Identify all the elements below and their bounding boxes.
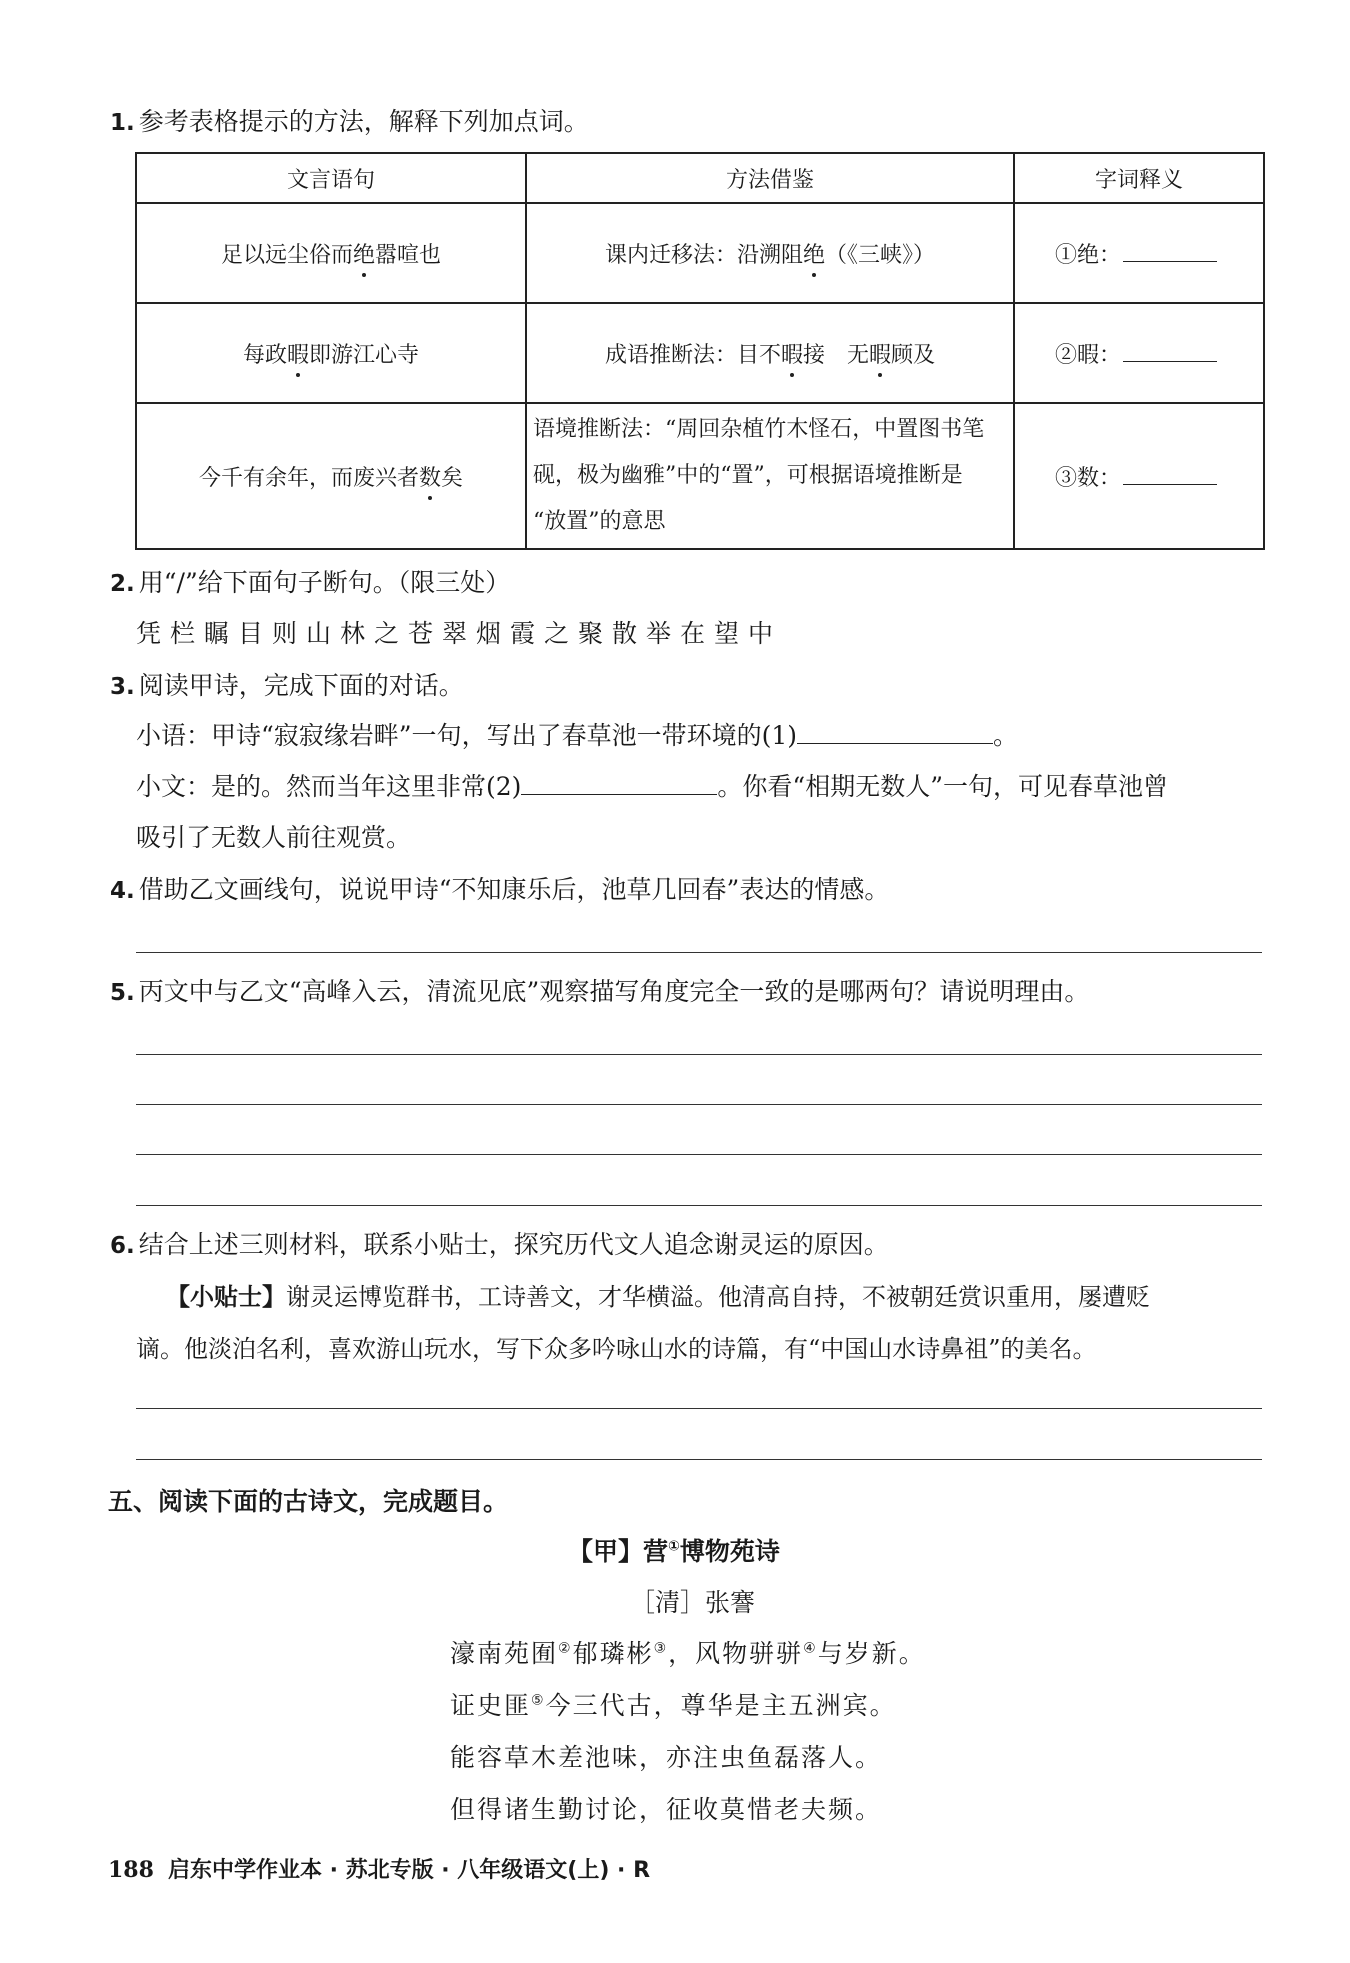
dotted-word: 数 bbox=[418, 465, 441, 491]
page-number: 188 bbox=[108, 1857, 154, 1883]
question-number: 4. bbox=[110, 878, 135, 904]
dotted-word: 暇 bbox=[780, 342, 803, 368]
question-number: 3. bbox=[110, 674, 135, 700]
sentence-cell: 每政暇即游江心寺 bbox=[136, 303, 526, 403]
answer-line[interactable] bbox=[136, 1205, 1262, 1206]
poem-line: 濠南苑囿②郁璘彬③，风物骈骈④与岁新。 bbox=[450, 1639, 926, 1668]
table-row bbox=[136, 203, 1264, 303]
answer-blank[interactable] bbox=[521, 770, 717, 795]
question-number: 1. bbox=[110, 110, 135, 136]
question-text: 阅读甲诗，完成下面的对话。 bbox=[138, 671, 464, 700]
punctuation-sentence[interactable]: 凭栏瞩目则山林之苍翠烟霞之聚散举在望中 bbox=[136, 619, 783, 648]
question-text: 借助乙文画线句，说说甲诗“不知康乐后，池草几回春”表达的情感。 bbox=[138, 875, 890, 904]
table-header: 方法借鉴 bbox=[526, 153, 1014, 203]
poem-author: ［清］张謇 bbox=[630, 1588, 756, 1617]
question-number: 5. bbox=[110, 980, 135, 1006]
answer-line[interactable] bbox=[136, 1154, 1262, 1155]
table-row bbox=[136, 303, 1264, 403]
method-cell: 语境推断法：“周回杂植竹木怪石，中置图书笔 砚，极为幽雅”中的“置”，可根据语境推断是 “放置”的意思 bbox=[526, 403, 1014, 549]
question-text: 用“/”给下面句子断句。（限三处） bbox=[138, 568, 511, 597]
poem-line: 但得诸生勤讨论，征收莫惜老夫频。 bbox=[450, 1795, 883, 1824]
answer-line[interactable] bbox=[136, 1104, 1262, 1105]
dotted-word: 暇 bbox=[286, 342, 309, 368]
question-number: 6. bbox=[110, 1233, 135, 1259]
poem-line: 能容草木差池味，亦注虫鱼磊落人。 bbox=[450, 1743, 883, 1772]
answer-blank[interactable] bbox=[1123, 241, 1217, 262]
tip-label: 【小贴士】 bbox=[166, 1283, 286, 1311]
section-title: 五、阅读下面的古诗文，完成题目。 bbox=[108, 1487, 509, 1516]
poem-line: 证史匪⑤今三代古，尊华是主五洲宾。 bbox=[450, 1691, 897, 1720]
tip-line-2: 谪。他淡泊名利，喜欢游山玩水，写下众多吟咏山水的诗篇，有“中国山水诗鼻祖”的美名。 bbox=[136, 1335, 1097, 1363]
meaning-cell: ②暇： bbox=[1014, 303, 1264, 403]
answer-blank[interactable] bbox=[797, 719, 993, 744]
dotted-word: 绝 bbox=[802, 242, 825, 268]
sentence-cell: 今千有余年，而废兴者数矣 bbox=[136, 403, 526, 549]
question-number: 2. bbox=[110, 571, 135, 597]
meaning-cell: ①绝： bbox=[1014, 203, 1264, 303]
dialogue-line-3: 吸引了无数人前往观赏。 bbox=[136, 823, 412, 852]
method-cell: 课内迁移法：沿溯阻绝（《三峡》） bbox=[526, 203, 1014, 303]
question-5 bbox=[110, 972, 1089, 1008]
tip-line-1: 【小贴士】谢灵运博览群书，工诗善文，才华横溢。他清高自持，不被朝廷赏识重用，屡遭贬 bbox=[166, 1283, 1150, 1311]
question-3 bbox=[110, 666, 464, 702]
question-4 bbox=[110, 870, 889, 906]
question-1 bbox=[110, 102, 589, 138]
question-2 bbox=[110, 563, 510, 599]
dialogue-line-2: 小文：是的。然而当年这里非常(2) 。你看“相期无数人”一句，可见春草池曾 bbox=[136, 772, 1168, 801]
answer-blank[interactable] bbox=[1123, 464, 1217, 485]
table-header: 字词释义 bbox=[1014, 153, 1264, 203]
table-row bbox=[136, 403, 1264, 549]
sentence-cell: 足以远尘俗而绝嚣喧也 bbox=[136, 203, 526, 303]
question-text: 参考表格提示的方法，解释下列加点词。 bbox=[138, 107, 589, 136]
table-header-row bbox=[136, 153, 1264, 203]
method-cell: 成语推断法：目不暇接 无暇顾及 bbox=[526, 303, 1014, 403]
method-table bbox=[135, 152, 1265, 550]
answer-line[interactable] bbox=[136, 1459, 1262, 1460]
answer-line[interactable] bbox=[136, 952, 1262, 953]
dialogue-line-1: 小语：甲诗“寂寂缘岩畔”一句，写出了春草池一带环境的(1) 。 bbox=[136, 721, 1018, 750]
footer-text: 启东中学作业本 · 苏北专版 · 八年级语文(上) · R bbox=[167, 1858, 651, 1883]
dotted-word: 暇 bbox=[869, 342, 892, 368]
table-header: 文言语句 bbox=[136, 153, 526, 203]
dotted-word: 绝 bbox=[352, 242, 375, 268]
page-footer bbox=[108, 1853, 650, 1884]
meaning-cell: ③数： bbox=[1014, 403, 1264, 549]
answer-line[interactable] bbox=[136, 1408, 1262, 1409]
answer-line[interactable] bbox=[136, 1054, 1262, 1055]
question-text: 丙文中与乙文“高峰入云，清流见底”观察描写角度完全一致的是哪两句？请说明理由。 bbox=[138, 977, 1090, 1006]
answer-blank[interactable] bbox=[1123, 341, 1217, 362]
question-text: 结合上述三则材料，联系小贴士，探究历代文人追念谢灵运的原因。 bbox=[138, 1230, 889, 1259]
poem-title: 【甲】营①博物苑诗 bbox=[568, 1537, 780, 1566]
question-6 bbox=[110, 1225, 889, 1261]
